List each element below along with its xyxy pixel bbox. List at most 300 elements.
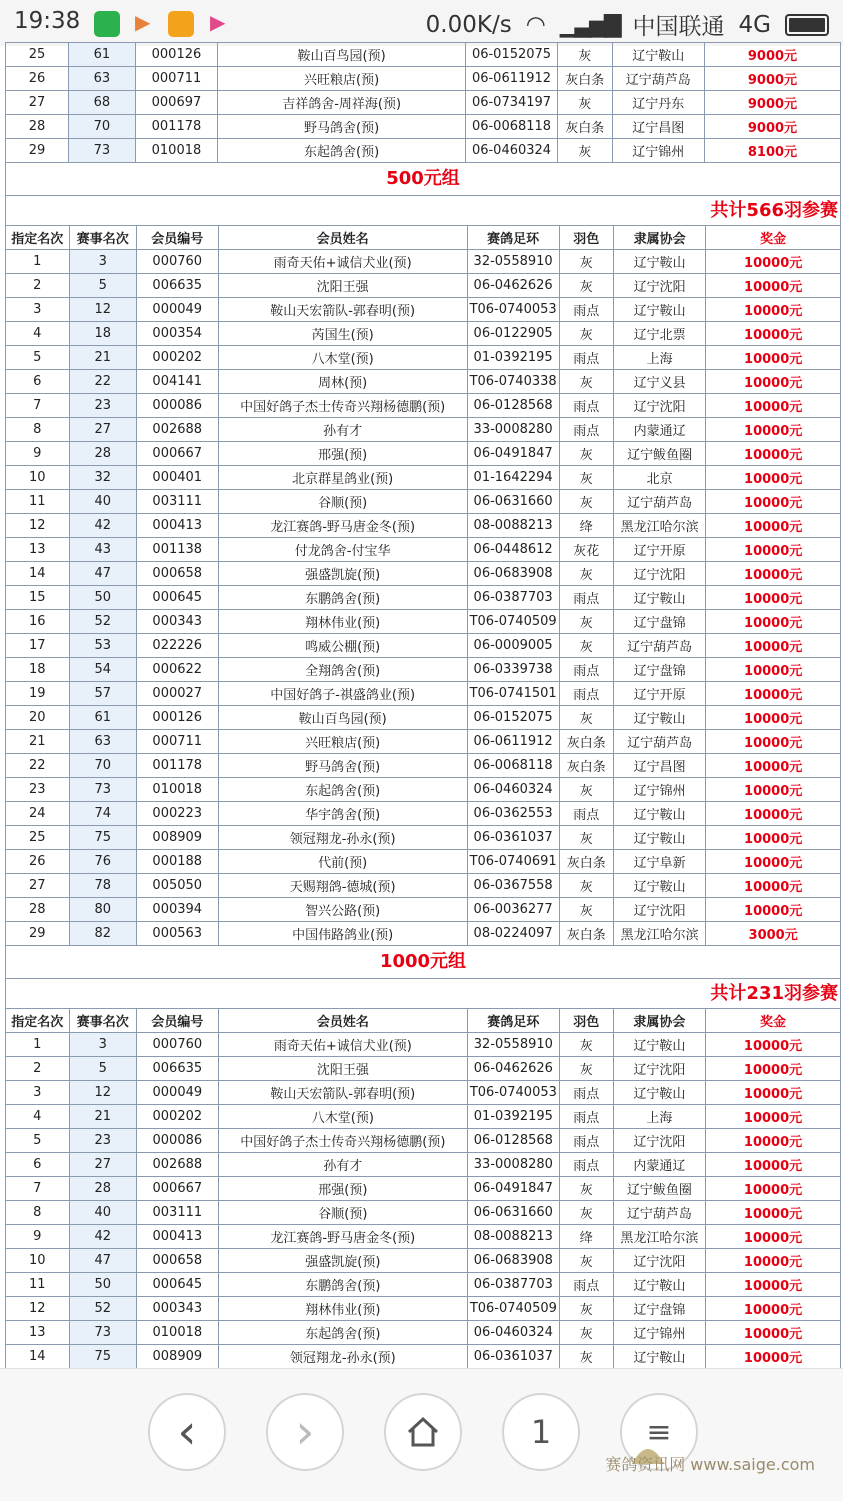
table-cell: 18: [69, 322, 136, 346]
table-cell: 雨点: [559, 1105, 613, 1129]
table-row: [6, 514, 841, 538]
table-cell: 000622: [136, 658, 218, 682]
table-cell: 10000元: [706, 466, 841, 490]
table-cell: 27: [6, 91, 69, 115]
table-cell: 10000元: [706, 634, 841, 658]
table-cell: 灰: [559, 874, 613, 898]
table-cell: 3: [6, 1081, 70, 1105]
table-cell: 东鹏鸽舍(预): [218, 586, 467, 610]
table-row: [6, 67, 841, 91]
table-cell: 辽宁沈阳: [613, 1249, 705, 1273]
network-type: 4G: [738, 11, 771, 38]
table-cell: 000126: [135, 43, 217, 67]
table-cell: 付龙鸽舍-付宝华: [218, 538, 467, 562]
table-cell: 内蒙通辽: [613, 418, 705, 442]
table-cell: 雨点: [559, 1081, 613, 1105]
table-cell: 21: [6, 730, 70, 754]
table-cell: 000711: [135, 67, 217, 91]
table-cell: 辽宁鞍山: [612, 43, 704, 67]
table-cell: 33-0008280: [467, 1153, 559, 1177]
table-cell: 雨点: [559, 682, 613, 706]
tabs-button[interactable]: [502, 1393, 580, 1471]
table-cell: 辽宁鞍山: [613, 250, 705, 274]
table-cell: 8: [6, 1201, 70, 1225]
table-cell: 10000元: [706, 1225, 841, 1249]
table-cell: 雨点: [559, 346, 613, 370]
table-row: [6, 322, 841, 346]
table-row: [6, 898, 841, 922]
table-cell: T06-0740691: [467, 850, 559, 874]
table-cell: 19: [6, 682, 70, 706]
table-cell: 灰: [557, 139, 612, 163]
table-cell: 06-0367558: [467, 874, 559, 898]
table-cell: 10000元: [706, 850, 841, 874]
table-cell: 10000元: [706, 586, 841, 610]
table-row: [6, 1033, 841, 1057]
table-cell: 孙有才: [218, 1153, 467, 1177]
table-cell: 32: [69, 466, 136, 490]
table-cell: 010018: [136, 778, 218, 802]
table-cell: 000413: [136, 1225, 218, 1249]
table-cell: 辽宁葫芦岛: [613, 730, 705, 754]
table-cell: 000223: [136, 802, 218, 826]
table-cell: 8100元: [704, 139, 840, 163]
table-cell: 08-0088213: [467, 1225, 559, 1249]
table-cell: 18: [6, 658, 70, 682]
table-cell: 周林(预): [218, 370, 467, 394]
table-cell: 9: [6, 1225, 70, 1249]
table-cell: 000697: [135, 91, 217, 115]
table-row: [6, 1249, 841, 1273]
table-cell: 辽宁昌图: [613, 754, 705, 778]
table-row: [6, 922, 841, 946]
table-row: [6, 586, 841, 610]
table-cell: 01-0392195: [467, 346, 559, 370]
signal-icon: ▁▃▅▇: [559, 11, 619, 38]
table-row: [6, 442, 841, 466]
table-row: [6, 1057, 841, 1081]
table-cell: 辽宁鞍山: [613, 706, 705, 730]
table-cell: 代前(预): [218, 850, 467, 874]
group-500-title: 500元组: [5, 163, 841, 195]
table-cell: 10000元: [706, 1297, 841, 1321]
table-cell: 邢强(预): [218, 1177, 467, 1201]
group-1000-title: 1000元组: [5, 946, 841, 978]
table-cell: 10000元: [706, 418, 841, 442]
table-cell: 000343: [136, 1297, 218, 1321]
table-cell: 29: [6, 139, 69, 163]
table-cell: 06-0460324: [466, 139, 558, 163]
table-cell: 06-0361037: [467, 826, 559, 850]
table-cell: 辽宁鞍山: [613, 1081, 705, 1105]
column-header: 赛事名次: [69, 1009, 136, 1033]
table-cell: 灰: [559, 250, 613, 274]
game-app-icon: [168, 11, 194, 37]
table-cell: 14: [6, 562, 70, 586]
table-cell: 06-0387703: [467, 586, 559, 610]
table-cell: 75: [69, 1345, 136, 1369]
table-cell: 辽宁鲅鱼圈: [613, 442, 705, 466]
table-cell: 10000元: [706, 322, 841, 346]
table-cell: 上海: [613, 346, 705, 370]
table-cell: 雨点: [559, 418, 613, 442]
table-cell: 06-0361037: [467, 1345, 559, 1369]
table-cell: 32-0558910: [467, 1033, 559, 1057]
table-row: [6, 1273, 841, 1297]
table-cell: 10000元: [706, 1201, 841, 1225]
table-cell: 灰: [559, 1249, 613, 1273]
table-cell: 灰: [559, 1201, 613, 1225]
column-header: 隶属协会: [613, 226, 705, 250]
table-cell: 63: [68, 67, 135, 91]
table-cell: 7: [6, 1177, 70, 1201]
table-cell: 01-1642294: [467, 466, 559, 490]
table-cell: 灰: [559, 322, 613, 346]
table-cell: 灰白条: [557, 115, 612, 139]
table-cell: 雨点: [559, 1129, 613, 1153]
table-cell: 鞍山百鸟园(预): [218, 43, 466, 67]
table-cell: 10000元: [706, 1081, 841, 1105]
table-cell: 辽宁沈阳: [613, 1057, 705, 1081]
video-app-icon: ▶: [210, 10, 226, 34]
table-row: [6, 346, 841, 370]
table-cell: 谷顺(预): [218, 1201, 467, 1225]
table-cell: 辽宁葫芦岛: [612, 67, 704, 91]
table-cell: 15: [6, 586, 70, 610]
table-cell: 06-0460324: [467, 1321, 559, 1345]
table-cell: 2: [6, 274, 70, 298]
table-cell: 吉祥鸽舍-周祥海(预): [218, 91, 466, 115]
table-row: [6, 139, 841, 163]
table-cell: 001138: [136, 538, 218, 562]
table-cell: 11: [6, 490, 70, 514]
table-cell: 中国好鸽子杰士传奇兴翔杨德鹏(预): [218, 394, 467, 418]
table-cell: 70: [68, 115, 135, 139]
table-cell: 辽宁鞍山: [613, 874, 705, 898]
table-cell: 50: [69, 586, 136, 610]
column-header: 赛鸽足环: [467, 1009, 559, 1033]
table-row: [6, 274, 841, 298]
table-cell: 78: [69, 874, 136, 898]
table-cell: 领冠翔龙-孙永(预): [218, 1345, 467, 1369]
table-cell: 06-0128568: [467, 394, 559, 418]
table-cell: 辽宁锦州: [613, 1321, 705, 1345]
table-cell: 兴旺粮店(预): [218, 730, 467, 754]
table-row: [6, 610, 841, 634]
table-cell: 54: [69, 658, 136, 682]
table-cell: 9000元: [704, 67, 840, 91]
table-cell: 灰: [557, 91, 612, 115]
table-cell: 73: [68, 139, 135, 163]
table-row: [6, 1153, 841, 1177]
table-cell: 06-0734197: [466, 91, 558, 115]
table-cell: 6: [6, 1153, 70, 1177]
table-cell: 000658: [136, 1249, 218, 1273]
table-row: [6, 394, 841, 418]
results-table-500: [5, 225, 841, 946]
table-row: [6, 730, 841, 754]
table-cell: 27: [69, 1153, 136, 1177]
table-cell: 28: [6, 115, 69, 139]
table-cell: 辽宁开原: [613, 682, 705, 706]
table-cell: 47: [69, 1249, 136, 1273]
table-cell: 23: [69, 1129, 136, 1153]
table-cell: 06-0009005: [467, 634, 559, 658]
table-row: [6, 754, 841, 778]
table-cell: 33-0008280: [467, 418, 559, 442]
results-table-top: [5, 42, 841, 163]
table-cell: 53: [69, 634, 136, 658]
table-header-row: [6, 1009, 841, 1033]
table-cell: 10000元: [706, 1177, 841, 1201]
table-cell: 芮国生(预): [218, 322, 467, 346]
table-cell: 22: [6, 754, 70, 778]
column-header: 赛事名次: [69, 226, 136, 250]
play-store-icon: ▶: [135, 10, 151, 34]
table-cell: 强盛凯旋(预): [218, 562, 467, 586]
table-cell: T06-0740053: [467, 298, 559, 322]
table-cell: 全翔鸽舍(预): [218, 658, 467, 682]
table-cell: 01-0392195: [467, 1105, 559, 1129]
battery-icon: [785, 14, 829, 36]
column-header: 指定名次: [6, 226, 70, 250]
home-icon: [405, 1414, 441, 1450]
table-cell: 42: [69, 514, 136, 538]
table-cell: 沈阳王强: [218, 274, 467, 298]
table-cell: 06-0631660: [467, 1201, 559, 1225]
table-cell: T06-0740509: [467, 1297, 559, 1321]
table-cell: 000202: [136, 346, 218, 370]
table-cell: 47: [69, 562, 136, 586]
table-cell: 辽宁鞍山: [613, 1345, 705, 1369]
table-cell: 内蒙通辽: [613, 1153, 705, 1177]
table-row: [6, 874, 841, 898]
table-cell: 3: [69, 250, 136, 274]
back-button[interactable]: [148, 1393, 226, 1471]
table-cell: 000563: [136, 922, 218, 946]
table-cell: 12: [6, 1297, 70, 1321]
table-cell: 辽宁葫芦岛: [613, 634, 705, 658]
table-cell: 10000元: [706, 370, 841, 394]
table-cell: 10000元: [706, 610, 841, 634]
table-cell: 灰: [559, 1177, 613, 1201]
table-cell: 沈阳王强: [218, 1057, 467, 1081]
table-cell: 雨点: [559, 802, 613, 826]
forward-icon: ›: [295, 1404, 315, 1460]
table-cell: 龙江赛鸽-野马唐金冬(预): [218, 1225, 467, 1249]
table-cell: 上海: [613, 1105, 705, 1129]
table-row: [6, 1345, 841, 1369]
table-cell: 17: [6, 634, 70, 658]
table-cell: 辽宁盘锦: [613, 610, 705, 634]
table-cell: 灰: [559, 1057, 613, 1081]
table-cell: 10000元: [706, 394, 841, 418]
table-cell: 10000元: [706, 706, 841, 730]
table-cell: 28: [6, 898, 70, 922]
table-cell: T06-0740053: [467, 1081, 559, 1105]
table-cell: 11: [6, 1273, 70, 1297]
table-cell: 兴旺粮店(预): [218, 67, 466, 91]
table-row: [6, 658, 841, 682]
table-cell: T06-0740338: [467, 370, 559, 394]
table-row: [6, 634, 841, 658]
table-cell: 10000元: [706, 730, 841, 754]
table-cell: 28: [69, 1177, 136, 1201]
table-cell: 辽宁葫芦岛: [613, 490, 705, 514]
table-cell: 绛: [559, 514, 613, 538]
table-cell: 000126: [136, 706, 218, 730]
table-cell: 辽宁沈阳: [613, 898, 705, 922]
column-header: 羽色: [559, 226, 613, 250]
table-cell: 绛: [559, 1225, 613, 1249]
table-cell: 灰: [559, 778, 613, 802]
table-cell: 10: [6, 1249, 70, 1273]
table-cell: 10000元: [706, 826, 841, 850]
table-cell: 10000元: [706, 658, 841, 682]
table-cell: 辽宁鞍山: [613, 298, 705, 322]
shield-app-icon: [94, 11, 120, 37]
table-cell: 中国好鸽子杰士传奇兴翔杨德鹏(预): [218, 1129, 467, 1153]
column-header: 隶属协会: [613, 1009, 705, 1033]
table-cell: 008909: [136, 826, 218, 850]
column-header: 羽色: [559, 1009, 613, 1033]
table-cell: 000027: [136, 682, 218, 706]
table-cell: 9000元: [704, 43, 840, 67]
tabs-count: 1: [530, 1413, 552, 1451]
table-cell: 辽宁北票: [613, 322, 705, 346]
table-row: [6, 802, 841, 826]
table-cell: 006635: [136, 1057, 218, 1081]
table-row: [6, 1225, 841, 1249]
table-cell: 10000元: [706, 802, 841, 826]
table-cell: 61: [68, 43, 135, 67]
table-cell: 06-0068118: [467, 754, 559, 778]
table-cell: 000711: [136, 730, 218, 754]
table-cell: 雨点: [559, 1153, 613, 1177]
table-cell: 灰: [559, 442, 613, 466]
table-cell: 06-0152075: [466, 43, 558, 67]
watermark-text: 赛鸽资讯网 www.saige.com: [605, 1455, 815, 1474]
table-cell: 辽宁鞍山: [613, 1273, 705, 1297]
forward-button[interactable]: [266, 1393, 344, 1471]
table-cell: 10000元: [706, 1153, 841, 1177]
table-cell: 75: [69, 826, 136, 850]
table-cell: 20: [6, 706, 70, 730]
table-cell: 10000元: [706, 778, 841, 802]
results-table-1000: [5, 1008, 841, 1393]
table-cell: 辽宁义县: [613, 370, 705, 394]
table-cell: 70: [69, 754, 136, 778]
results-page[interactable]: [0, 42, 843, 1368]
table-cell: T06-0740509: [467, 610, 559, 634]
table-cell: 06-0128568: [467, 1129, 559, 1153]
table-row: [6, 706, 841, 730]
table-row: [6, 43, 841, 67]
table-cell: T06-0741501: [467, 682, 559, 706]
table-cell: 12: [6, 514, 70, 538]
table-cell: 北京群星鸽业(预): [218, 466, 467, 490]
table-cell: 9000元: [704, 91, 840, 115]
table-cell: 辽宁阜新: [613, 850, 705, 874]
table-cell: 灰花: [559, 538, 613, 562]
table-cell: 4: [6, 1105, 70, 1129]
table-cell: 27: [6, 874, 70, 898]
table-cell: 002688: [136, 1153, 218, 1177]
table-cell: 东起鸽舍(预): [218, 139, 466, 163]
table-cell: 022226: [136, 634, 218, 658]
table-cell: 5: [6, 346, 70, 370]
table-row: [6, 1297, 841, 1321]
table-cell: 10000元: [706, 298, 841, 322]
table-cell: 000188: [136, 850, 218, 874]
table-row: [6, 298, 841, 322]
table-cell: 10000元: [706, 274, 841, 298]
table-cell: 52: [69, 610, 136, 634]
table-cell: 000343: [136, 610, 218, 634]
table-cell: 鞍山百鸟园(预): [218, 706, 467, 730]
table-cell: 翔林伟业(预): [218, 1297, 467, 1321]
table-cell: 000086: [136, 1129, 218, 1153]
table-cell: 28: [69, 442, 136, 466]
table-cell: 东起鸽舍(预): [218, 1321, 467, 1345]
table-cell: 10000元: [706, 1249, 841, 1273]
table-cell: 25: [6, 826, 70, 850]
table-row: [6, 850, 841, 874]
table-cell: 东鹏鸽舍(预): [218, 1273, 467, 1297]
table-cell: 27: [69, 418, 136, 442]
table-cell: 4: [6, 322, 70, 346]
table-cell: 6: [6, 370, 70, 394]
table-cell: 智兴公路(预): [218, 898, 467, 922]
table-row: [6, 1201, 841, 1225]
carrier-label: 中国联通: [632, 14, 725, 40]
table-cell: 06-0683908: [467, 562, 559, 586]
wifi-icon: ◠: [525, 11, 546, 38]
table-cell: 000645: [136, 1273, 218, 1297]
column-header: 指定名次: [6, 1009, 70, 1033]
table-cell: 52: [69, 1297, 136, 1321]
table-cell: 灰白条: [559, 850, 613, 874]
table-cell: 辽宁锦州: [612, 139, 704, 163]
table-cell: 八木堂(预): [218, 1105, 467, 1129]
table-cell: 天赐翔鸽-德城(预): [218, 874, 467, 898]
table-cell: 灰: [559, 274, 613, 298]
table-cell: 雨奇天佑+诚信犬业(预): [218, 1033, 467, 1057]
table-cell: 灰: [559, 370, 613, 394]
table-cell: 43: [69, 538, 136, 562]
table-cell: 12: [69, 1081, 136, 1105]
table-cell: 002688: [136, 418, 218, 442]
table-cell: 10000元: [706, 874, 841, 898]
table-cell: 06-0068118: [466, 115, 558, 139]
table-row: [6, 91, 841, 115]
table-cell: 华宇鸽舍(预): [218, 802, 467, 826]
network-speed: 0.00K/s: [425, 11, 512, 38]
column-header: 奖金: [706, 1009, 841, 1033]
table-cell: 黑龙江哈尔滨: [613, 514, 705, 538]
table-cell: 雨点: [559, 586, 613, 610]
table-cell: 灰: [559, 490, 613, 514]
table-cell: 21: [69, 346, 136, 370]
table-cell: 000049: [136, 1081, 218, 1105]
table-cell: 辽宁鞍山: [613, 1033, 705, 1057]
table-cell: 9: [6, 442, 70, 466]
table-row: [6, 418, 841, 442]
table-cell: 06-0462626: [467, 274, 559, 298]
table-cell: 006635: [136, 274, 218, 298]
home-button[interactable]: [384, 1393, 462, 1471]
table-cell: 57: [69, 682, 136, 706]
